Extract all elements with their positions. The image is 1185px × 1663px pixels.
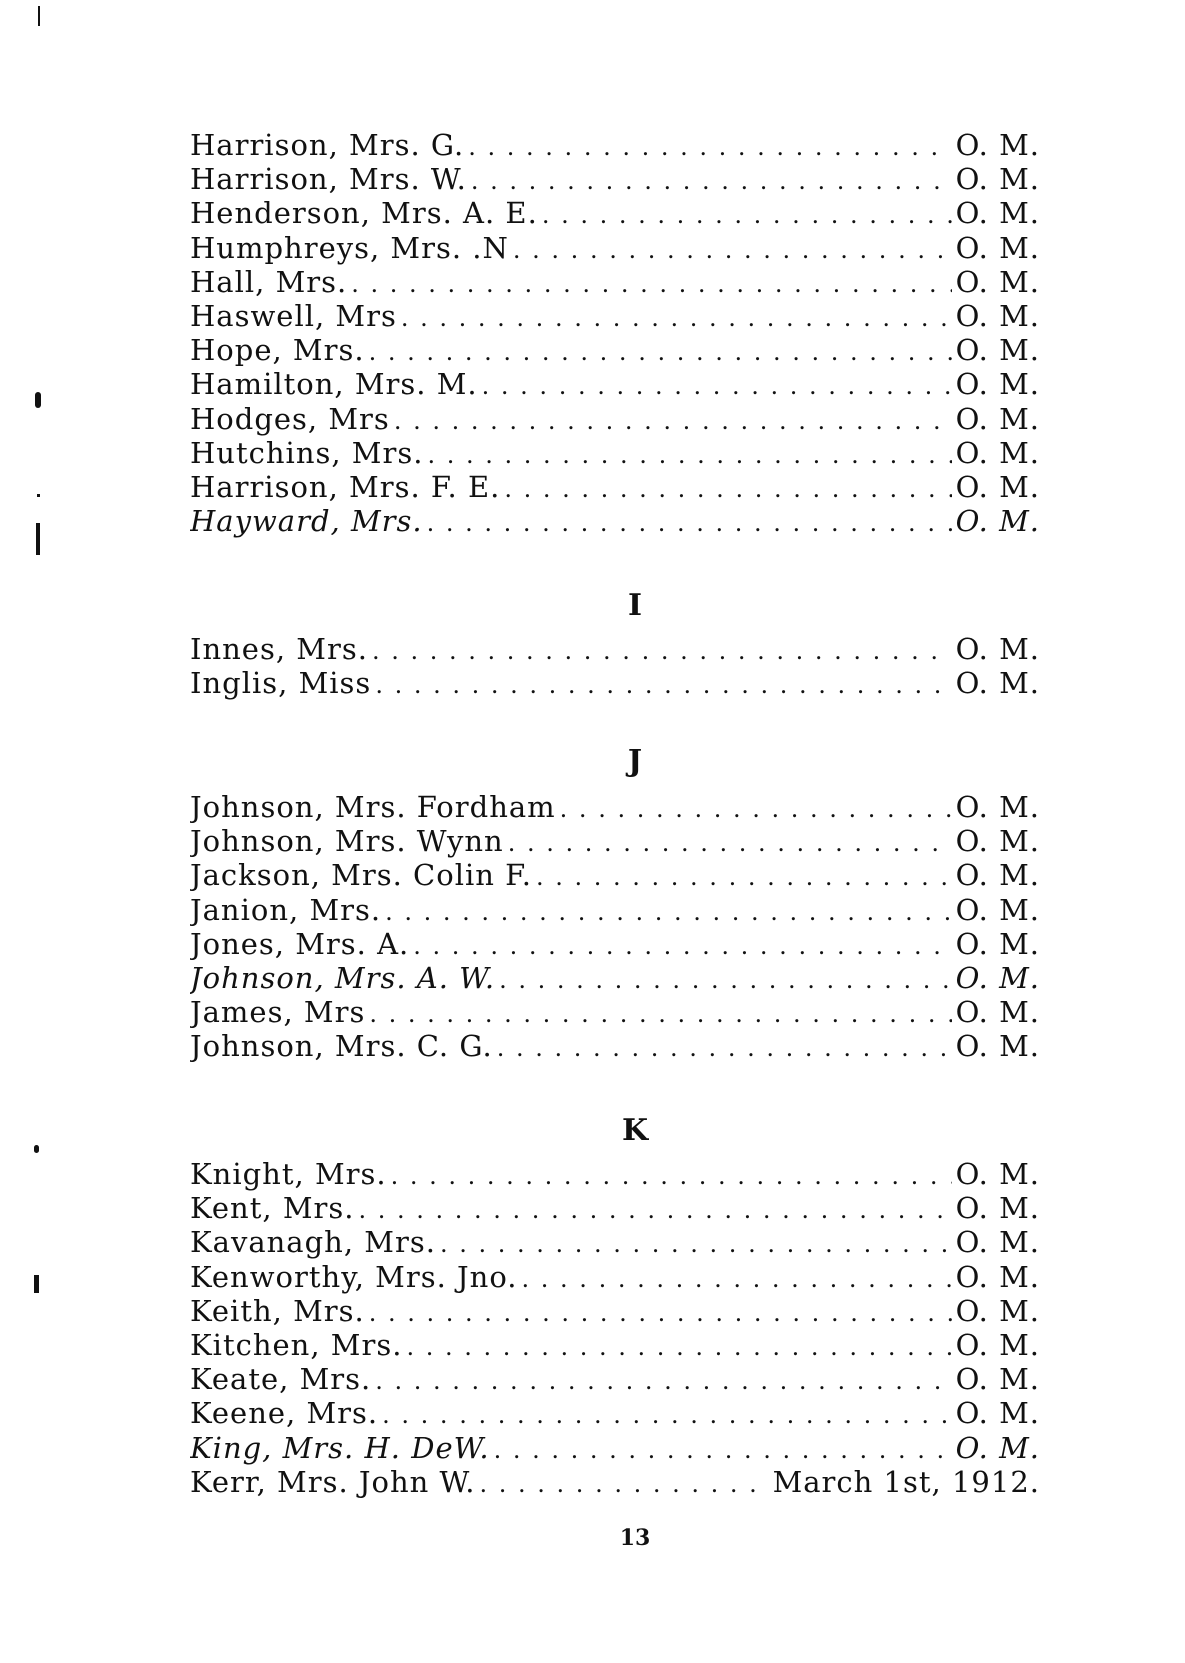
list-entry bbox=[190, 1431, 1040, 1465]
entry-name: Hayward, Mrs. bbox=[190, 504, 423, 539]
dot-leader bbox=[375, 671, 951, 699]
dot-leader bbox=[480, 1470, 769, 1498]
dot-leader bbox=[351, 270, 951, 298]
entry-name: Haswell, Mrs bbox=[190, 298, 397, 333]
entry-name: Hamilton, Mrs. M. bbox=[190, 367, 478, 402]
entry-name: Kenworthy, Mrs. Jno. bbox=[190, 1259, 518, 1294]
list-entry bbox=[190, 265, 1040, 299]
entry-value: O. M. bbox=[955, 1157, 1040, 1191]
dot-leader bbox=[358, 1196, 951, 1224]
entry-value: O. M. bbox=[955, 298, 1040, 333]
entry-value: O. M. bbox=[955, 230, 1040, 265]
entry-value: O. M. bbox=[955, 1259, 1040, 1294]
entry-name: Jones, Mrs. A. bbox=[190, 926, 410, 961]
list-entry bbox=[190, 1294, 1040, 1328]
entry-value: O. M. bbox=[955, 1191, 1040, 1226]
entry-name: Kitchen, Mrs. bbox=[190, 1327, 403, 1362]
entry-value: O. M. bbox=[955, 469, 1040, 504]
entry-name: Jackson, Mrs. Colin F. bbox=[190, 858, 532, 893]
entry-value: O. M. bbox=[955, 666, 1040, 701]
entry-name: Johnson, Mrs. Wynn bbox=[190, 824, 504, 859]
list-entry bbox=[190, 162, 1040, 196]
list-entry bbox=[190, 858, 1040, 892]
entry-name: Hutchins, Mrs. bbox=[190, 435, 424, 470]
dot-leader bbox=[560, 795, 952, 823]
margin-mark bbox=[36, 523, 40, 555]
list-entry bbox=[190, 790, 1040, 824]
dot-leader bbox=[382, 1401, 951, 1429]
entry-name: Janion, Mrs. bbox=[190, 892, 382, 927]
dot-leader bbox=[497, 1034, 952, 1062]
entry-name: Kent, Mrs. bbox=[190, 1191, 355, 1226]
entry-name: Innes, Mrs. bbox=[190, 632, 368, 666]
entry-name: Inglis, Miss bbox=[190, 666, 372, 701]
section-heading-i: I bbox=[627, 588, 643, 623]
list-entry bbox=[190, 436, 1040, 470]
dot-leader bbox=[522, 1265, 952, 1293]
section-heading-j: J bbox=[627, 744, 643, 779]
entry-value: O. M. bbox=[955, 824, 1040, 859]
entry-value: O. M. bbox=[955, 926, 1040, 961]
dot-leader bbox=[427, 509, 952, 537]
entry-value: O. M. bbox=[955, 1362, 1040, 1397]
margin-mark bbox=[37, 494, 40, 497]
list-entry bbox=[190, 196, 1040, 230]
entry-value: O. M. bbox=[955, 995, 1040, 1030]
entry-name: Hope, Mrs. bbox=[190, 333, 365, 368]
list-entry bbox=[190, 893, 1040, 927]
section-j-list bbox=[190, 790, 1040, 1064]
entry-name: Hodges, Mrs bbox=[190, 401, 390, 436]
dot-leader bbox=[372, 637, 952, 665]
entry-value: O. M. bbox=[955, 435, 1040, 470]
list-entry bbox=[190, 1157, 1040, 1191]
list-entry bbox=[190, 1029, 1040, 1063]
section-i-list bbox=[190, 632, 1040, 700]
entry-value: O. M. bbox=[955, 892, 1040, 927]
entry-name: Knight, Mrs. bbox=[190, 1157, 387, 1191]
dot-leader bbox=[471, 167, 952, 195]
dot-leader bbox=[542, 201, 952, 229]
list-entry bbox=[190, 402, 1040, 436]
list-entry bbox=[190, 1362, 1040, 1396]
dot-leader bbox=[536, 863, 952, 891]
dot-leader bbox=[440, 1230, 952, 1258]
section-h-list bbox=[190, 128, 1040, 538]
entry-value: O. M. bbox=[955, 1430, 1040, 1465]
entry-name: Humphreys, Mrs. .N bbox=[190, 230, 509, 265]
dot-leader bbox=[391, 1162, 952, 1190]
entry-name: Keene, Mrs. bbox=[190, 1396, 379, 1431]
list-entry bbox=[190, 504, 1040, 538]
list-entry bbox=[190, 632, 1040, 666]
entry-value: March 1st, 1912. bbox=[772, 1464, 1040, 1499]
dot-leader bbox=[375, 1367, 951, 1395]
list-entry bbox=[190, 927, 1040, 961]
list-entry bbox=[190, 128, 1040, 162]
dot-leader bbox=[401, 304, 952, 332]
entry-value: O. M. bbox=[955, 632, 1040, 666]
entry-name: Johnson, Mrs. Fordham bbox=[190, 790, 556, 824]
list-entry bbox=[190, 231, 1040, 265]
dot-leader bbox=[385, 898, 951, 926]
entry-value: O. M. bbox=[955, 960, 1040, 995]
entry-name: Kavanagh, Mrs. bbox=[190, 1225, 436, 1260]
list-entry bbox=[190, 824, 1040, 858]
entry-value: O. M. bbox=[955, 333, 1040, 368]
list-entry bbox=[190, 367, 1040, 401]
entry-value: O. M. bbox=[955, 1029, 1040, 1064]
entry-name: James, Mrs bbox=[190, 995, 366, 1030]
dot-leader bbox=[513, 236, 952, 264]
entry-name: Johnson, Mrs. C. G. bbox=[190, 1029, 493, 1064]
dot-leader bbox=[369, 1299, 952, 1327]
dot-leader bbox=[468, 133, 951, 161]
entry-value: O. M. bbox=[955, 790, 1040, 824]
entry-value: O. M. bbox=[955, 1225, 1040, 1260]
dot-leader bbox=[406, 1333, 951, 1361]
entry-name: Harrison, Mrs. F. E. bbox=[190, 469, 501, 504]
entry-name: Henderson, Mrs. A. E. bbox=[190, 196, 538, 231]
entry-name: Harrison, Mrs. W. bbox=[190, 162, 467, 197]
margin-mark bbox=[38, 6, 40, 26]
entry-value: O. M. bbox=[955, 128, 1040, 162]
list-entry bbox=[190, 1260, 1040, 1294]
section-heading-k: K bbox=[621, 1113, 649, 1148]
list-entry bbox=[190, 333, 1040, 367]
list-entry bbox=[190, 1191, 1040, 1225]
entry-value: O. M. bbox=[955, 162, 1040, 197]
entry-name: King, Mrs. H. DeW. bbox=[190, 1430, 490, 1465]
page-number: 13 bbox=[619, 1525, 651, 1551]
entry-name: Harrison, Mrs. G. bbox=[190, 128, 465, 162]
entry-name: Keith, Mrs. bbox=[190, 1293, 365, 1328]
dot-leader bbox=[369, 1000, 951, 1028]
list-entry bbox=[190, 299, 1040, 333]
dot-leader bbox=[494, 1436, 952, 1464]
entry-name: Keate, Mrs. bbox=[190, 1362, 372, 1397]
list-entry bbox=[190, 1465, 1040, 1499]
entry-value: O. M. bbox=[955, 1327, 1040, 1362]
dot-leader bbox=[504, 475, 951, 503]
dot-leader bbox=[413, 932, 951, 960]
list-entry bbox=[190, 470, 1040, 504]
dot-leader bbox=[508, 829, 952, 857]
entry-value: O. M. bbox=[955, 858, 1040, 893]
dot-leader bbox=[394, 407, 952, 435]
entry-value: O. M. bbox=[955, 196, 1040, 231]
margin-mark bbox=[35, 392, 41, 408]
dot-leader bbox=[369, 338, 952, 366]
entry-name: Johnson, Mrs. A. W. bbox=[190, 960, 496, 995]
list-entry bbox=[190, 1328, 1040, 1362]
list-entry bbox=[190, 1396, 1040, 1430]
list-entry bbox=[190, 995, 1040, 1029]
entry-value: O. M. bbox=[955, 264, 1040, 299]
entry-value: O. M. bbox=[955, 367, 1040, 402]
entry-value: O. M. bbox=[955, 504, 1040, 539]
entry-value: O. M. bbox=[955, 1293, 1040, 1328]
entry-name: Hall, Mrs. bbox=[190, 264, 348, 299]
entry-value: O. M. bbox=[955, 1396, 1040, 1431]
dot-leader bbox=[427, 441, 951, 469]
list-entry bbox=[190, 1225, 1040, 1259]
entry-value: O. M. bbox=[955, 401, 1040, 436]
dot-leader bbox=[482, 372, 952, 400]
margin-mark bbox=[34, 1275, 39, 1293]
list-entry bbox=[190, 961, 1040, 995]
list-entry bbox=[190, 666, 1040, 700]
entry-name: Kerr, Mrs. John W. bbox=[190, 1464, 476, 1499]
dot-leader bbox=[499, 966, 951, 994]
section-k-list bbox=[190, 1157, 1040, 1499]
